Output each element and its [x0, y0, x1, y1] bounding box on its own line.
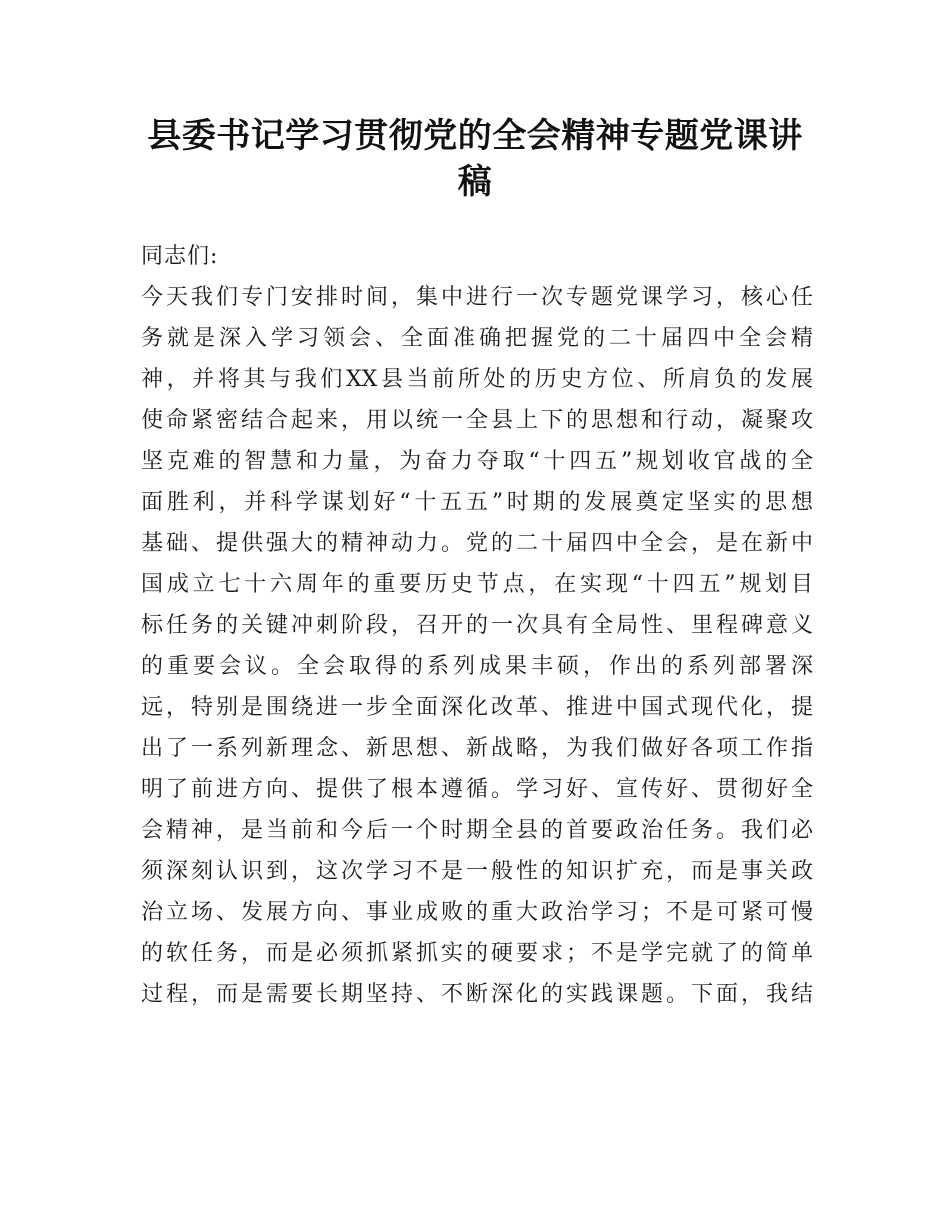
body-line: 治立场、发展方向、事业成败的重大政治学习；不是可紧可慢 [141, 900, 813, 925]
body-line: 须深刻认识到，这次学习不是一般性的知识扩充，而是事关政 [141, 859, 813, 884]
body-line: 标任务的关键冲刺阶段，召开的一次具有全局性、里程碑意义 [141, 613, 813, 638]
body-line: 出了一系列新理念、新思想、新战略，为我们做好各项工作指 [141, 736, 813, 761]
body-line: 今天我们专门安排时间，集中进行一次专题党课学习，核心任 [141, 285, 813, 310]
document-body [141, 236, 813, 1015]
body-line: 面胜利，并科学谋划好“十五五”时期的发展奠定坚实的思想 [141, 490, 813, 515]
document-title [130, 113, 820, 205]
body-line: 务就是深入学习领会、全面准确把握党的二十届四中全会精 [141, 326, 813, 351]
body-line: 神，并将其与我们XX县当前所处的历史方位、所肩负的发展 [141, 367, 813, 392]
body-line: 的重要会议。全会取得的系列成果丰硕，作出的系列部署深 [141, 654, 813, 679]
document-title-line-1: 县委书记学习贯彻党的全会精神专题党课讲 [147, 116, 803, 156]
body-line: 会精神，是当前和今后一个时期全县的首要政治任务。我们必 [141, 818, 813, 843]
body-line: 国成立七十六周年的重要历史节点，在实现“十四五”规划目 [141, 572, 813, 597]
body-line: 明了前进方向、提供了根本遵循。学习好、宣传好、贯彻好全 [141, 777, 813, 802]
body-line: 远，特别是围绕进一步全面深化改革、推进中国式现代化，提 [141, 695, 813, 720]
body-line: 基础、提供强大的精神动力。党的二十届四中全会，是在新中 [141, 531, 813, 556]
body-line: 的软任务，而是必须抓紧抓实的硬要求；不是学完就了的简单 [141, 941, 813, 966]
body-line: 使命紧密结合起来，用以统一全县上下的思想和行动，凝聚攻 [141, 408, 813, 433]
body-line: 过程，而是需要长期坚持、不断深化的实践课题。下面，我结 [141, 982, 813, 1007]
document-title-line-2: 稿 [457, 162, 493, 202]
body-line: 坚克难的智慧和力量，为奋力夺取“十四五”规划收官战的全 [141, 449, 813, 474]
greeting: 同志们: [141, 244, 219, 269]
